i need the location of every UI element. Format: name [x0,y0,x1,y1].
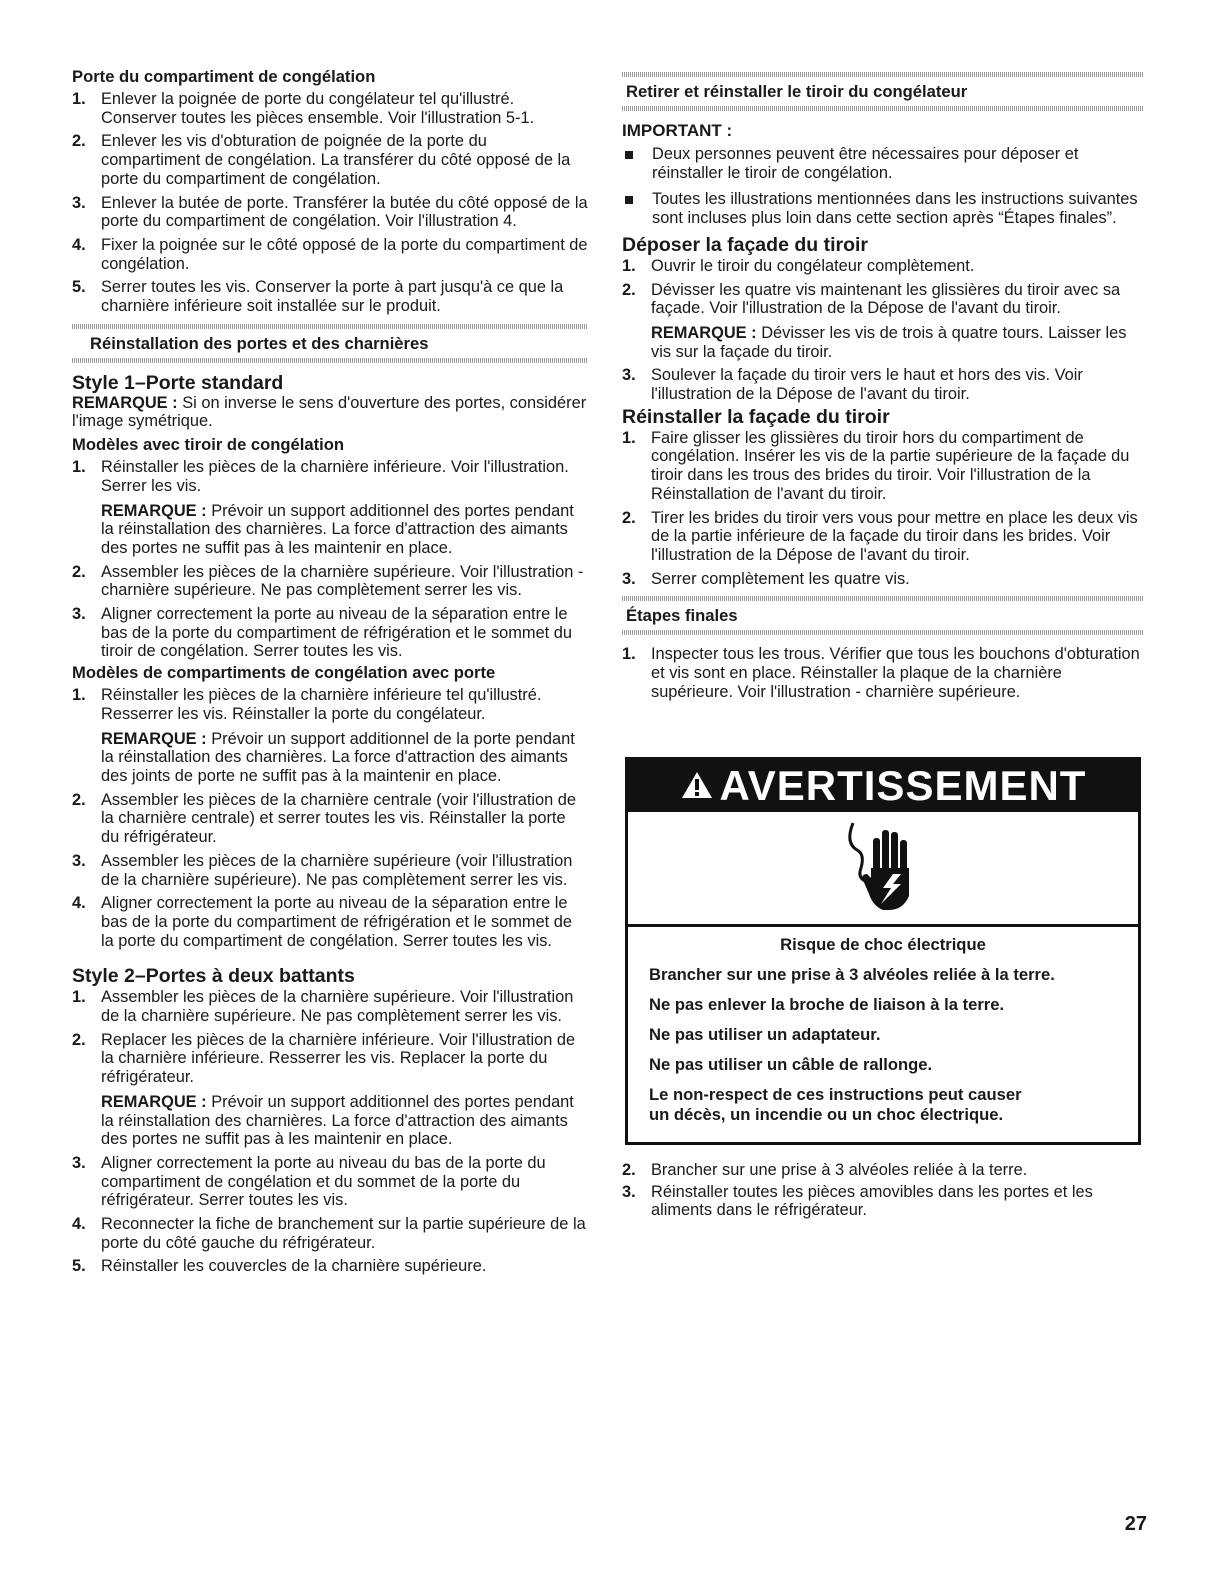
list-item: 1. Réinstaller les pièces de la charnière inférieure. Voir l'illustration. Serrer les vis. [72,458,569,495]
list-item: 4. Reconnecter la fiche de branchement sur la partie supérieure de la porte du côté gauche du réfrigérateur. [72,1215,586,1252]
left-column [72,66,588,1276]
list-item: 3. Réinstaller toutes les pièces amovibles dans les portes et les aliments dans le réfrigérateur. [622,1182,1093,1220]
list-item: 1. Inspecter tous les trous. Vérifier que tous les bouchons d'obturation et vis sont en place. Réinstaller la plaque de la charnière supérieure. Voir l'illustration - charnière supérieure. [622,645,1140,701]
list-item: 3. Aligner correctement la porte au niveau du bas de la porte du compartiment de congélation et du sommet de la porte du réfrigérateur. Serrer toutes les vis. [72,1153,546,1210]
list-item: 1. Ouvrir le tiroir du congélateur complètement. [622,256,975,275]
section-title-freezer-door: Porte du compartiment de congélation [72,67,376,86]
list-item: 4. Aligner correctement la porte au niveau de la séparation entre le bas de la porte du compartiment de réfrigération et le sommet de la porte du compartiment de congélation. Serrer toutes les vis. [72,894,573,950]
list-item: 3. Assembler les pièces de la charnière supérieure (voir l'illustration de la charnière supérieure). Ne pas complètement serrer les vis. [72,851,573,889]
banner-bottom-rule [622,630,1144,635]
list-item: 4. Fixer la poignée sur le côté opposé de la porte du compartiment de congélation. [72,235,588,273]
warning-line: Le non-respect de ces instructions peut causer [649,1085,1022,1104]
bullet-item: Toutes les illustrations mentionnées dans les instructions suivantes sont incluses plus loin dans cette section après “Étapes finales”. [622,190,1144,227]
bullet-item: Deux personnes peuvent être nécessaires pour déposer et réinstaller le tiroir de congélation. [622,145,1144,182]
warning-header [628,760,1138,812]
warning-body [628,927,1138,1125]
section-banner-reinstall-doors: Réinstallation des portes et des charnières [72,324,588,363]
list-item: 2. Replacer les pièces de la charnière inférieure. Voir l'illustration de la charnière inférieure. Resserrer les vis. Replacer la porte du réfrigérateur. [72,1030,576,1087]
list-item: 2. Tirer les brides du tiroir vers vous pour mettre en place les deux vis de la partie inférieure de la façade du tiroir dans les brides. Voir l'illustration de la Dépose de l'avant du tiroir. [622,508,1138,564]
warning-risk: Risque de choc électrique [780,935,986,954]
list-item: 3. Serrer complètement les quatre vis. [622,569,910,588]
list-item: 3. Enlever la butée de porte. Transférer la butée du côté opposé de la porte du compartiment de congélation. Voir l'illustration 4. [72,193,588,231]
list-item: 2. Assembler les pièces de la charnière supérieure. Voir l'illustration - charnière supérieure. Ne pas complètement serrer les vis. [72,562,584,600]
list-item: 1. Réinstaller les pièces de la charnière inférieure tel qu'illustré. Resserrer les vis. Réinstaller la porte du congélateur. [72,686,542,723]
note: REMARQUE : Prévoir un support additionnel de la porte pendant la réinstallation des charnières. La force d'attraction des aimants des joints de porte ne suffit pas à la maintenir en place. [101,729,575,785]
warning-triangle-icon [680,762,714,810]
list-item: 2. Assembler les pièces de la charnière centrale (voir l'illustration de la charnière centrale) et serrer toutes les vis. Réinstaller la porte du réfrigérateur. [72,790,577,847]
warning-box [625,757,1141,1145]
warning-line: un décès, un incendie ou un choc électrique. [649,1105,1004,1124]
bullet-square-icon [622,145,652,182]
subsection-door-models: Modèles de compartiments de congélation avec porte [72,663,496,683]
page-number: 27 [1124,1513,1147,1535]
style1-title: Style 1–Porte standard [72,371,284,394]
warning-line: Ne pas utiliser un adaptateur. [649,1025,881,1044]
section-banner-final-steps: Étapes finales [622,596,1144,635]
electric-shock-hand-icon [628,812,1138,927]
note: REMARQUE : Prévoir un support additionnel des portes pendant la réinstallation des charnières. La force d'attraction des aimants des portes ne suffit pas à les maintenir en place. [101,1092,574,1149]
list-item: 3. Aligner correctement la porte au niveau de la séparation entre le bas de la porte du compartiment de réfrigération et le sommet du tiroir de congélation. Serrer toutes les vis. [72,605,573,661]
style1-note: REMARQUE : Si on inverse le sens d'ouverture des portes, considérer l'image symétrique. [72,393,587,431]
warning-title: AVERTISSEMENT [719,762,1087,809]
list-item: 1. Enlever la poignée de porte du congélateur tel qu'illustré. Conserver toutes les pièces ensemble. Voir l'illustration 5-1. [72,90,535,127]
remove-drawer-front-title: Déposer la façade du tiroir [622,233,868,256]
banner-bottom-rule [622,106,1144,111]
warning-line: Ne pas utiliser un câble de rallonge. [649,1055,933,1074]
warning-line: Ne pas enlever la broche de liaison à la terre. [649,995,1005,1014]
reinstall-drawer-front-title: Réinstaller la façade du tiroir [622,405,890,428]
list-item: 3. Soulever la façade du tiroir vers le haut et hors des vis. Voir l'illustration de la Dépose de l'avant du tiroir. [622,366,1083,404]
final-steps-continued [622,1161,1144,1220]
bullet-square-icon [622,190,652,227]
section-banner-freezer-drawer: Retirer et réinstaller le tiroir du congélateur [622,72,1144,111]
banner-bottom-rule [72,358,588,363]
list-item: 2. Enlever les vis d'obturation de poignée de la porte du compartiment de congélation. La transférer du côté opposé de la porte du compartiment de congélation. [72,132,571,188]
list-item: 1. Faire glisser les glissières du tiroir hors du compartiment de congélation. Insérer les vis de la partie supérieure de la façade du tiroir dans les trous des brides du tiroir. Voir l'illustration de la Réinstallation de l'avant du tiroir. [622,428,1130,503]
list-item: 5. Serrer toutes les vis. Conserver la porte à part jusqu'à ce que la charnière inférieure soit installée sur le produit. [72,278,564,316]
list-item: 5. Réinstaller les couvercles de la charnière supérieure. [72,1257,487,1276]
note: REMARQUE : Prévoir un support additionnel des portes pendant la réinstallation des charnières. La force d'attraction des aimants des portes ne suffit pas à les maintenir en place. [101,501,574,557]
warning-line: Brancher sur une prise à 3 alvéoles reliée à la terre. [649,965,1055,984]
right-column [622,72,1144,701]
style2-title: Style 2–Portes à deux battants [72,965,355,988]
important-label: IMPORTANT : [622,121,733,140]
list-item: 1. Assembler les pièces de la charnière supérieure. Voir l'illustration de la charnière supérieure. Ne pas complètement serrer les vis. [72,988,574,1026]
list-item: 2. Dévisser les quatre vis maintenant les glissières du tiroir avec sa façade. Voir l'illustration de la Dépose de l'avant du tiroir. [622,280,1121,318]
note: REMARQUE : Dévisser les vis de trois à quatre tours. Laisser les vis sur la façade du tiroir. [651,323,1127,361]
subsection-drawer-models: Modèles avec tiroir de congélation [72,435,345,455]
list-item: 2. Brancher sur une prise à 3 alvéoles reliée à la terre. [622,1161,1028,1179]
